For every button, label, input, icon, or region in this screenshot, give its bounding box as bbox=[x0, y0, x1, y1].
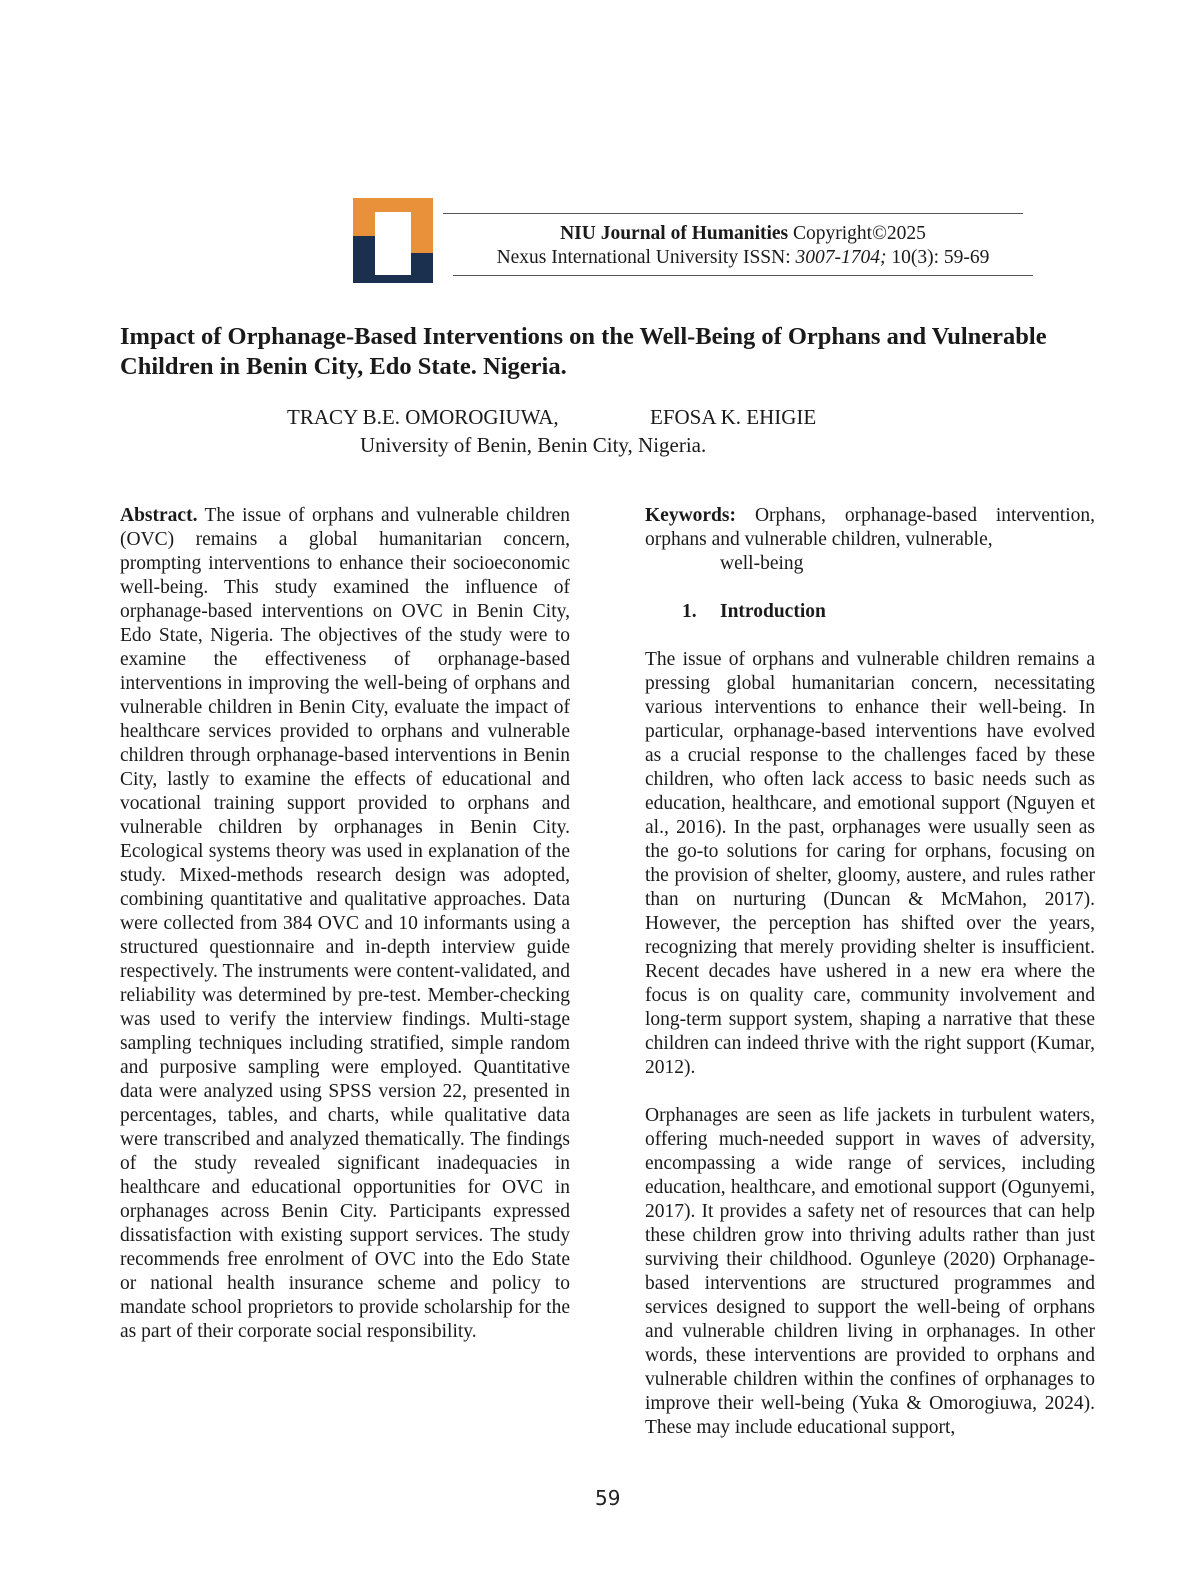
journal-line-1 bbox=[453, 222, 1033, 246]
section-number: 1. bbox=[682, 601, 697, 622]
keywords bbox=[645, 504, 1095, 576]
keywords-label: Keywords: bbox=[645, 505, 736, 526]
copyright: Copyright©2025 bbox=[793, 223, 926, 244]
section-title: Introduction bbox=[720, 601, 826, 622]
logo-white-slot bbox=[375, 212, 411, 275]
abstract-label: Abstract. bbox=[120, 505, 198, 526]
page-number: 59 bbox=[595, 1486, 621, 1510]
left-column bbox=[120, 504, 570, 1344]
logo-orange-block bbox=[411, 236, 433, 253]
volume-pages: 10(3): 59-69 bbox=[891, 247, 990, 268]
keywords-text: Orphans, orphanage-based intervention, orphans and vulnerable children, vulnerable, bbox=[645, 505, 1095, 550]
paragraph: Orphanages are seen as life jackets in turbulent waters, offering much-needed support in waves of adversity, encompassing a wide range of services, including education, healthcare, and emotional support (Ogunyemi, 2017). It provides a safety net of resources that can help these children grow into thriving adults rather than just surviving their childhood. Ogunleye (2020) Orphanage-based interventions are structured programmes and services designed to support the well-being of orphans and vulnerable children living in orphanages. In other words, these interventions are provided to orphans and vulnerable children within the confines of orphanages to improve their well-being (Yuka & Omorogiuwa, 2024). These may include educational support, bbox=[645, 1105, 1095, 1438]
right-column bbox=[645, 504, 1095, 1440]
author-2: EFOSA K. EHIGIE bbox=[650, 405, 817, 429]
abstract-text: The issue of orphans and vulnerable children (OVC) remains a global humanitarian concern, prompting interventions to enhance their socioeconomic well-being. This study examined the influence of orphanage-based interventions on OVC in Benin City, Edo State, Nigeria. The objectives of the study were to examine the effectiveness of orphanage-based interventions in improving the well-being of orphans and vulnerable children in Benin City, evaluate the impact of healthcare services provided to orphans and vulnerable children through orphanage-based interventions in Benin City, lastly to examine the effects of educational and vocational training support provided to orphans and vulnerable children by orphanages in Benin City. Ecological systems theory was used in explanation of the study. Mixed-methods research design was adopted, combining quantitative and qualitative approaches. Data were collected from 384 OVC and 10 informants using a structured questionnaire and in-depth interview guide respectively. The instruments were content-validated, and reliability was determined by pre-test. Member-checking was used to verify the interview findings. Multi-stage sampling techniques including stratified, simple random and purposive sampling were employed. Quantitative data were analyzed using SPSS version 22, presented in percentages, tables, and charts, while qualitative data were transcribed and analyzed thematically. The findings of the study revealed significant inadequacies in healthcare and educational opportunities for OVC in orphanages across Benin City. Participants expressed dissatisfaction with existing support services. The study recommends free enrolment of OVC into the Edo State or national health insurance scheme and policy to mandate school proprietors to provide scholarship for the as part of their corporate social responsibility. bbox=[120, 505, 571, 1342]
issn: 3007-1704; bbox=[795, 247, 887, 268]
journal-header bbox=[453, 222, 1033, 270]
journal-name: NIU Journal of Humanities bbox=[560, 223, 789, 244]
abstract bbox=[120, 504, 570, 1344]
paragraph: The issue of orphans and vulnerable children remains a pressing global humanitarian concern, necessitating various interventions to enhance their well-being. In particular, orphanage-based interventions have evolved as a crucial response to the challenges faced by these children, who often lack access to basic needs such as education, healthcare, and emotional support (Nguyen et al., 2016). In the past, orphanages were usually seen as the go-to solutions for caring for orphans, focusing on the provision of shelter, gloomy, austere, and rules rather than on nurturing (Duncan & McMahon, 2017). However, the perception has shifted over the years, recognizing that merely providing shelter is insufficient. Recent decades have ushered in a new era where the focus is on quality care, community involvement and long-term support system, shaping a narrative that these children can indeed thrive with the right support (Kumar, 2012). bbox=[645, 649, 1095, 1078]
keywords-text-continued: well-being bbox=[720, 553, 804, 574]
author-1: TRACY B.E. OMOROGIUWA, bbox=[287, 405, 559, 429]
section-heading-introduction bbox=[682, 600, 1095, 624]
header-rule-bottom bbox=[453, 275, 1033, 276]
article-title: Impact of Orphanage-Based Interventions on the Well-Being of Orphans and Vulnerable Children in Benin City, Edo State. Nigeria. bbox=[120, 323, 1047, 380]
publisher: Nexus International University ISSN: bbox=[496, 247, 791, 268]
affiliation: University of Benin, Benin City, Nigeria. bbox=[360, 433, 707, 457]
journal-line-2 bbox=[453, 246, 1033, 270]
journal-logo bbox=[353, 198, 433, 283]
header-rule-top bbox=[443, 213, 1023, 214]
